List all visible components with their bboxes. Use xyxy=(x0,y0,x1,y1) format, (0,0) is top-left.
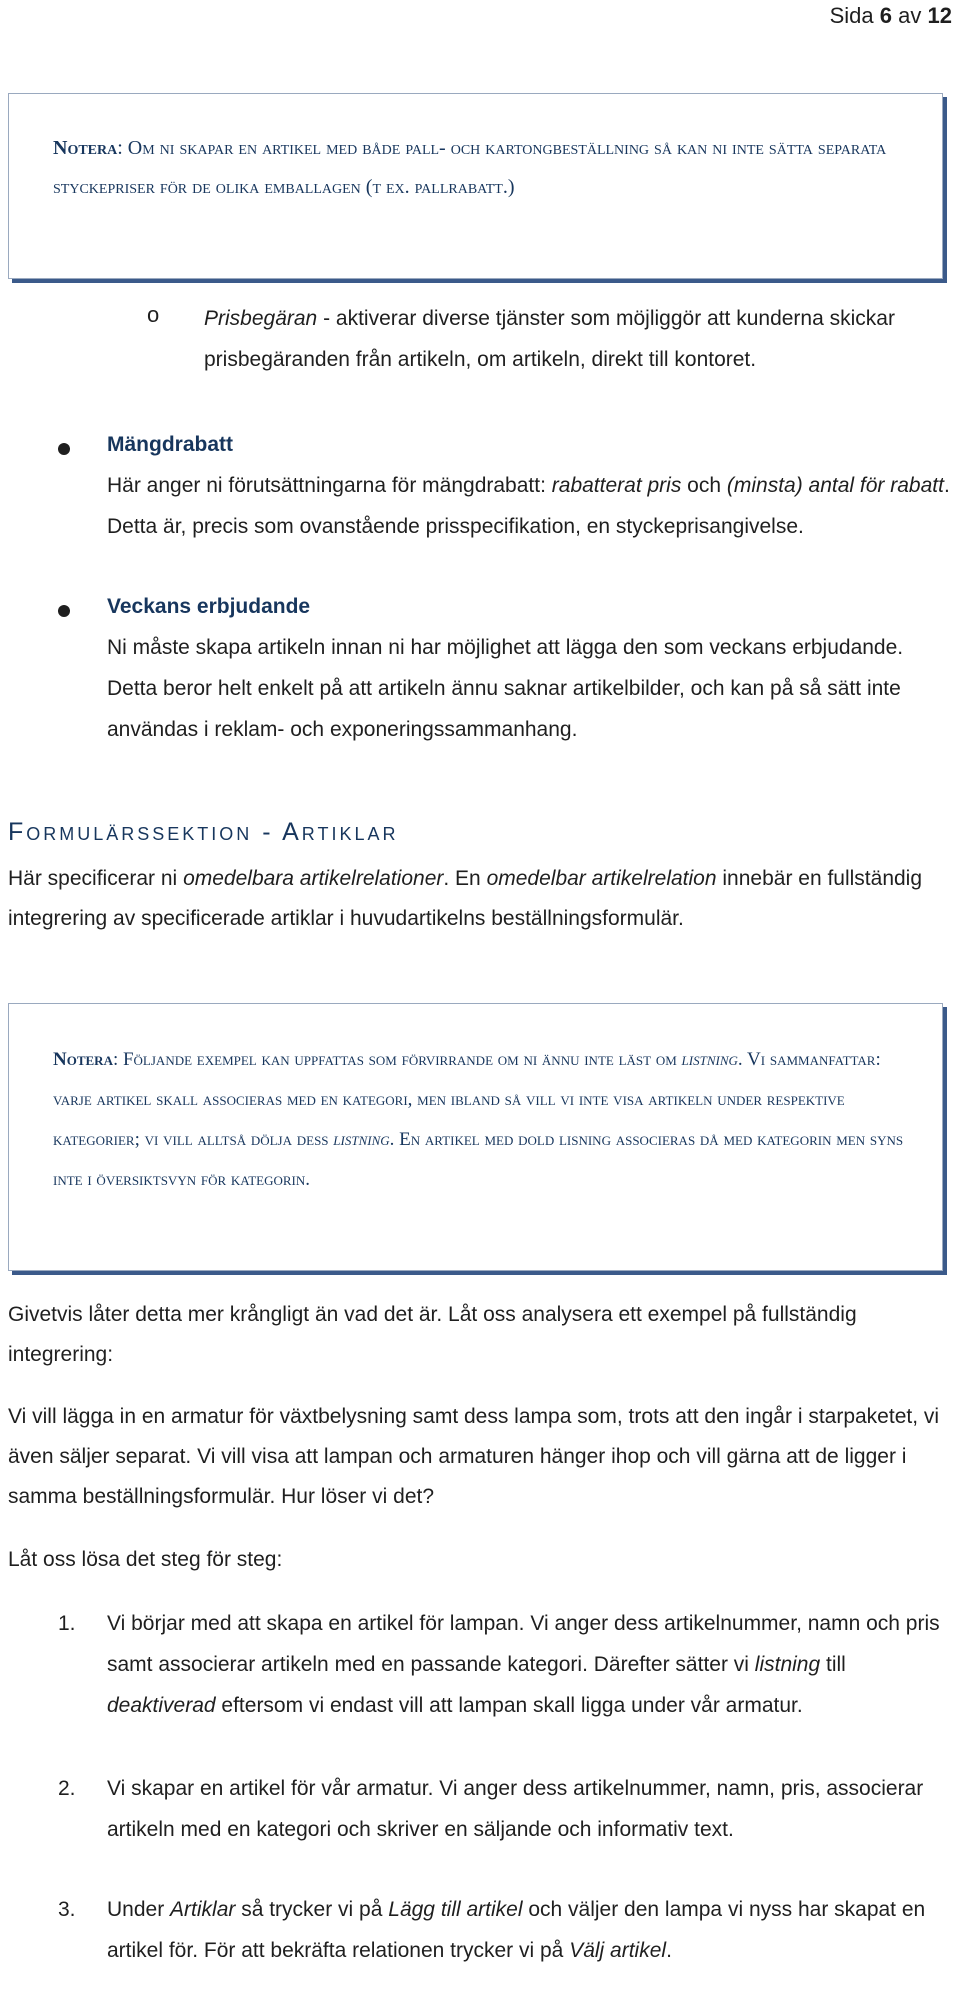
paragraph-1: Givetvis låter detta mer krångligt än vad det är. Låt oss analysera ett exempel på fullständig integrering: xyxy=(8,1303,857,1366)
step3-italic-c: Välj artikel xyxy=(569,1939,667,1962)
list-marker: o xyxy=(147,302,160,327)
page-number-separator: av xyxy=(898,3,922,28)
note-box-emballage xyxy=(8,93,943,279)
bullet-icon xyxy=(58,605,70,617)
step3-text-b: så trycker vi på xyxy=(235,1898,389,1921)
page-number-current: 6 xyxy=(879,3,893,28)
section-intro xyxy=(8,859,953,939)
note-label: Notera xyxy=(53,1049,113,1070)
section-text-a: Här specificerar ni xyxy=(8,867,184,890)
note-label: Notera xyxy=(53,137,118,159)
paragraph-3: Låt oss lösa det steg för steg: xyxy=(8,1548,283,1571)
veckans-text: Ni måste skapa artikeln innan ni har möjlighet att lägga den som veckans erbjudande. Detta beror helt enkelt på att artikeln ännu saknar artikelbilder, och kan på så sätt inte användas i reklam- och exponeringssammanhang. xyxy=(107,636,904,741)
note-text xyxy=(53,1040,912,1200)
section-italic-a: omedelbara artikelrelationer xyxy=(183,867,444,890)
step1-text-b: till xyxy=(820,1653,846,1676)
note2-italic-a: listning xyxy=(681,1049,738,1070)
mangdrabatt-section xyxy=(107,424,953,547)
step3-text-c: och väljer den lampa vi nyss har skapat en artikel för. För att bekräfta relationen trycker vi på xyxy=(107,1898,926,1962)
section-title: Formulärssektion - Artiklar xyxy=(8,818,399,846)
note2-text-c: . En artikel med dold lisning associeras då med kategorin men syns inte i översiktsvyn för kategorin. xyxy=(53,1129,904,1190)
list-number: 2. xyxy=(58,1777,76,1800)
page-number xyxy=(830,0,952,32)
list-number: 1. xyxy=(58,1612,76,1635)
mangdrabatt-italic: rabatterat pris xyxy=(551,474,682,497)
section-text-c: innebär en fullständig integrering av specificerade artiklar i huvudartikelns beställningsformulär. xyxy=(8,867,923,930)
note2-italic-b: listning xyxy=(333,1129,390,1150)
prisbegaran-item xyxy=(204,298,954,380)
paragraph-2: Vi vill lägga in en armatur för växtbelysning samt dess lampa som, trots att den ingår i starpaketet, vi även säljer separat. Vi vill visa att lampan och armaturen hänger ihop och vill gärna att de ligger i samma beställningsformulär. Hur löser vi det? xyxy=(8,1405,940,1508)
prisbegaran-term: Prisbegäran xyxy=(204,307,318,330)
note2-text-b: . Vi sammanfattar: varje artikel skall associeras med en kategori, men ibland så vill vi inte visa artikeln under respektive kategorier; vi vill alltså dölja dess xyxy=(53,1049,881,1150)
list-item-text xyxy=(107,1889,953,1971)
veckans-section xyxy=(107,586,953,750)
section-italic-b: omedelbar artikelrelation xyxy=(486,867,717,890)
list-number: 3. xyxy=(58,1898,76,1921)
step1-italic-b: deaktiverad xyxy=(107,1694,216,1717)
section-text-b: . En xyxy=(443,867,487,890)
mangdrabatt-text-c: . Detta är, precis som ovanstående prisspecifikation, en styckeprisangivelse. xyxy=(107,474,950,538)
step3-italic-b: Lägg till artikel xyxy=(388,1898,523,1921)
prisbegaran-text: - aktiverar diverse tjänster som möjliggör att kunderna skickar prisbegäranden från artikeln, om artikeln, direkt till kontoret. xyxy=(204,307,895,371)
note-body: : Om ni skapar en artikel med både pall- och kartongbeställning så kan ni inte sätta separata styckepriser för de olika emballagen (t ex. pallrabatt.) xyxy=(53,137,887,198)
step1-italic-a: listning xyxy=(754,1653,821,1676)
mangdrabatt-heading: Mängdrabatt xyxy=(107,433,233,456)
page-number-total: 12 xyxy=(927,3,952,28)
page-number-prefix: Sida xyxy=(829,3,874,28)
mangdrabatt-text xyxy=(107,465,953,547)
mangdrabatt-text-a: Här anger ni förutsättningarna för mängdrabatt: xyxy=(107,474,552,497)
step1-text-a: Vi börjar med att skapa en artikel för lampan. Vi anger dess artikelnummer, namn och pris samt associerar artikeln med en passande kategori. Därefter sätter vi xyxy=(107,1612,940,1676)
step3-italic-a: Artiklar xyxy=(170,1898,236,1921)
mangdrabatt-text-b: och xyxy=(681,474,727,497)
step1-text-c: eftersom vi endast vill att lampan skall ligga under vår armatur. xyxy=(215,1694,803,1717)
note-text xyxy=(53,129,912,207)
step3-text-a: Under xyxy=(107,1898,171,1921)
veckans-heading: Veckans erbjudande xyxy=(107,595,311,618)
bullet-icon xyxy=(58,443,70,455)
mangdrabatt-italic2: (minsta) antal för rabatt xyxy=(726,474,944,497)
step3-text-d: . xyxy=(666,1939,672,1962)
note2-text-a: : Följande exempel kan uppfattas som förvirrande om ni ännu inte läst om xyxy=(112,1049,682,1070)
list-item-text xyxy=(107,1603,953,1726)
list-item-text: Vi skapar en artikel för vår armatur. Vi anger dess artikelnummer, namn, pris, associerar artikeln med en kategori och skriver en säljande och informativ text. xyxy=(107,1777,924,1841)
note-box-listning xyxy=(8,1003,943,1271)
